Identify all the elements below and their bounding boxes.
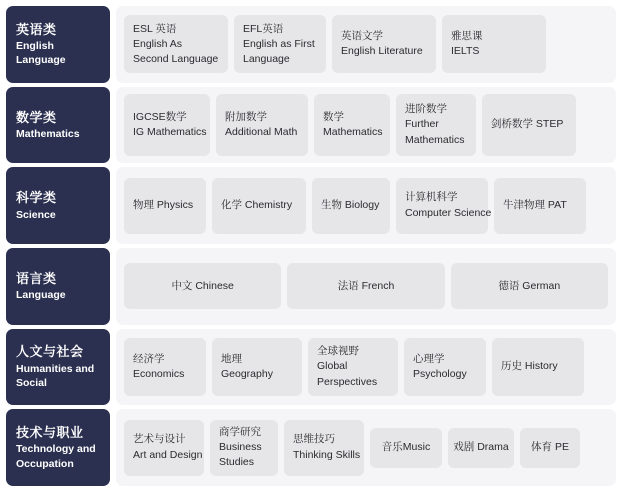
subject-chip[interactable] bbox=[451, 263, 608, 309]
category-label-language[interactable] bbox=[6, 248, 110, 325]
subject-chip[interactable] bbox=[284, 420, 364, 476]
category-label-cn: 数学类 bbox=[16, 109, 57, 125]
category-label-en-line1: Technology and bbox=[16, 443, 96, 456]
subject-line2: Further bbox=[405, 118, 439, 131]
subject-chip[interactable] bbox=[212, 338, 302, 396]
subject-chip[interactable] bbox=[124, 178, 206, 234]
subject-line1: EFL英语 bbox=[243, 22, 284, 35]
category-row-technology bbox=[6, 409, 616, 486]
subject-line1: 数学 bbox=[323, 110, 344, 123]
subject-line2: Mathematics bbox=[323, 126, 383, 138]
subject-line3: Studies bbox=[219, 456, 255, 469]
subject-chip[interactable] bbox=[210, 420, 278, 476]
subject-line1: 思维技巧 bbox=[293, 433, 335, 446]
subject-line1: 物理 Physics bbox=[133, 199, 194, 212]
subject-line1: 历史 History bbox=[501, 360, 558, 373]
category-label-science[interactable] bbox=[6, 167, 110, 244]
subject-chip[interactable] bbox=[492, 338, 584, 396]
subject-line1: 经济学 bbox=[133, 352, 165, 365]
category-label-cn: 技术与职业 bbox=[16, 424, 84, 440]
category-label-mathematics[interactable] bbox=[6, 87, 110, 164]
subject-line2: Thinking Skills bbox=[293, 448, 361, 461]
subject-line2: Geography bbox=[221, 368, 273, 381]
subject-line1: 体育 PE bbox=[531, 441, 569, 454]
subject-chip[interactable] bbox=[312, 178, 390, 234]
subject-line2: Psychology bbox=[413, 368, 467, 381]
subject-list-science bbox=[116, 167, 616, 244]
subject-chip[interactable] bbox=[494, 178, 586, 234]
subject-line1: 英语文学 bbox=[341, 30, 383, 43]
subject-line1: 全球视野 bbox=[317, 345, 359, 358]
subject-chip[interactable] bbox=[396, 178, 492, 234]
subject-line1: IGCSE数学 bbox=[133, 110, 187, 123]
category-row-humanities bbox=[6, 329, 616, 406]
subject-chip[interactable] bbox=[448, 428, 514, 468]
subject-chip[interactable] bbox=[314, 94, 390, 156]
category-label-technology[interactable] bbox=[6, 409, 110, 486]
subject-line1: 音乐Music bbox=[381, 441, 431, 454]
category-row-science bbox=[6, 167, 616, 244]
subject-line1: 商学研究 bbox=[219, 425, 261, 438]
subject-line1: 德语 German bbox=[498, 279, 561, 292]
subject-line1: ESL 英语 bbox=[133, 22, 177, 35]
subject-chip[interactable] bbox=[124, 94, 210, 156]
subject-list-mathematics bbox=[116, 87, 616, 164]
category-label-en-line1: English bbox=[16, 39, 54, 52]
subject-line1: 化学 Chemistry bbox=[221, 199, 293, 212]
category-label-english[interactable] bbox=[6, 6, 110, 83]
subject-line2: English as First bbox=[243, 37, 315, 50]
subject-chip[interactable] bbox=[234, 15, 326, 73]
subject-line3: Second Language bbox=[133, 52, 219, 65]
subject-line1: 中文 Chinese bbox=[171, 279, 234, 292]
subject-chip[interactable] bbox=[124, 420, 204, 476]
subject-line1: 心理学 bbox=[413, 352, 445, 365]
subject-line1: 进阶数学 bbox=[405, 103, 447, 116]
subject-line1: 雅思课 bbox=[451, 30, 483, 43]
subject-chip[interactable] bbox=[370, 428, 442, 468]
subject-chip[interactable] bbox=[212, 178, 306, 234]
subject-chip[interactable] bbox=[396, 94, 476, 156]
category-label-en-line2: Occupation bbox=[16, 457, 74, 470]
category-row-english bbox=[6, 6, 616, 83]
subject-line1: 牛津物理 PAT bbox=[503, 199, 567, 212]
subject-line1: 计算机科学 bbox=[405, 191, 458, 204]
subject-line2: Art and Design bbox=[133, 448, 203, 461]
category-label-en-line1: Humanities and bbox=[16, 362, 95, 375]
subject-line1: 附加数学 bbox=[225, 110, 267, 123]
subject-list-technology bbox=[116, 409, 616, 486]
subject-chip[interactable] bbox=[442, 15, 546, 73]
category-label-cn: 科学类 bbox=[16, 190, 57, 206]
subject-line2: Computer Science bbox=[405, 206, 492, 219]
subject-list-language bbox=[116, 248, 616, 325]
subject-line3: Mathematics bbox=[405, 133, 465, 146]
subject-line2: Economics bbox=[133, 368, 185, 381]
subject-line2: Global bbox=[317, 360, 348, 373]
subject-chip[interactable] bbox=[308, 338, 398, 396]
category-label-cn: 人文与社会 bbox=[16, 344, 84, 360]
subject-chip[interactable] bbox=[520, 428, 580, 468]
category-row-language bbox=[6, 248, 616, 325]
subject-chip[interactable] bbox=[216, 94, 308, 156]
subject-line2: English Literature bbox=[341, 45, 423, 58]
subject-chip[interactable] bbox=[287, 263, 444, 309]
subject-line1: 法语 French bbox=[337, 279, 395, 292]
category-label-en-line1: Science bbox=[16, 208, 56, 221]
category-label-en-line1: Mathematics bbox=[16, 127, 80, 140]
category-label-humanities[interactable] bbox=[6, 329, 110, 406]
subject-chip[interactable] bbox=[124, 15, 228, 73]
category-label-en-line1: Language bbox=[16, 289, 66, 302]
subject-line2: IG Mathematics bbox=[133, 126, 207, 138]
subject-line2: Business bbox=[219, 441, 262, 454]
category-label-en-line2: Language bbox=[16, 54, 66, 67]
subject-line1: 剑桥数学 STEP bbox=[491, 118, 564, 131]
subject-line1: 戏剧 Drama bbox=[453, 441, 509, 454]
category-row-mathematics bbox=[6, 87, 616, 164]
subject-line3: Perspectives bbox=[317, 375, 378, 388]
subject-list-humanities bbox=[116, 329, 616, 406]
subject-line2: Additional Math bbox=[225, 126, 298, 138]
subject-line2: IELTS bbox=[451, 45, 480, 58]
subject-chip[interactable] bbox=[124, 263, 281, 309]
subject-line1: 生物 Biology bbox=[321, 199, 380, 212]
category-label-cn: 语言类 bbox=[16, 270, 57, 286]
subject-chip[interactable] bbox=[332, 15, 436, 73]
subject-chip[interactable] bbox=[124, 338, 206, 396]
subject-line2: English As bbox=[133, 37, 183, 50]
category-label-cn: 英语类 bbox=[16, 21, 57, 37]
subject-line1: 地理 bbox=[221, 352, 242, 365]
subject-line1: 艺术与设计 bbox=[133, 433, 186, 446]
subject-list-english bbox=[116, 6, 616, 83]
subject-line3: Language bbox=[243, 52, 290, 65]
category-label-en-line2: Social bbox=[16, 377, 47, 390]
subject-chip[interactable] bbox=[482, 94, 576, 156]
subject-chip[interactable] bbox=[404, 338, 486, 396]
